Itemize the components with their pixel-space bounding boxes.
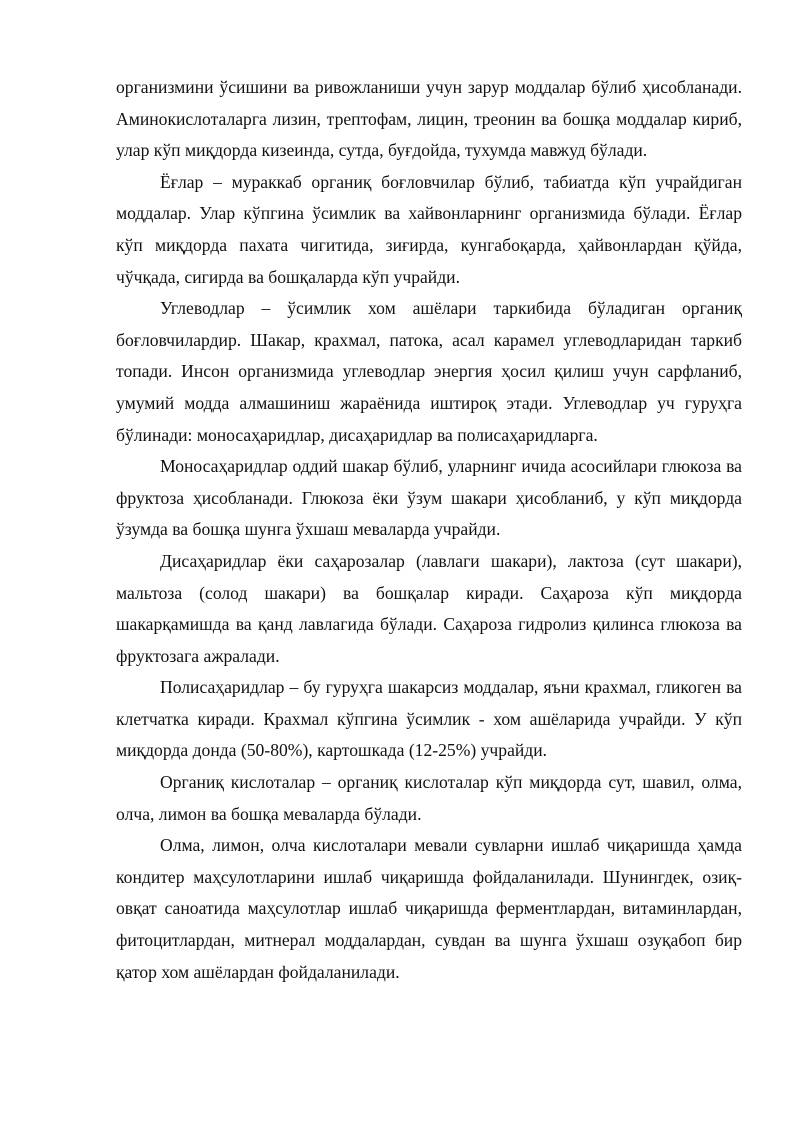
paragraph-disaccharides: Дисаҳаридлар ёки саҳарозалар (лавлаги шакари), лактоза (сут шакари), мальтоза (солод шакари) ва бошқалар киради. Саҳароза кўп миқдорда шакарқамишда ва қанд лавлагида бўлади. Саҳароза гидролиз қилинса глюкоза ва фруктозага ажралади.	[116, 550, 742, 666]
paragraph-amino-acids-continued: организмини ўсишини ва ривожланиши учун зарур моддалар бўлиб ҳисобланади. Аминокислоталарга лизин, трептофам, лицин, треонин ва бошқа моддалар кириб, улар кўп миқдорда кизеинда, сутда, буғдойда, тухумда мавжуд бўлади.	[116, 77, 742, 161]
document-page	[116, 72, 742, 988]
paragraph-fats: Ёғлар – мураккаб органиқ боғловчилар бўлиб, табиатда кўп учрайдиган моддалар. Улар кўпгина ўсимлик ва хайвонларнинг организмида бўлади. Ёғлар кўп миқдорда пахата чигитида, зиғирда, кунгабоқарда, ҳайвонлардан қўйда, чўчқада, сигирда ва бошқаларда кўп учрайди.	[116, 171, 742, 287]
paragraph-monosaccharides: Моносаҳаридлар оддий шакар бўлиб, уларнинг ичида асосийлари глюкоза ва фруктоза ҳисобланади. Глюкоза ёки ўзум шакари ҳисобланиб, у кўп миқдорда ўзумда ва бошқа шунга ўхшаш меваларда учрайди.	[116, 456, 742, 540]
paragraph-polysaccharides: Полисаҳаридлар – бу гуруҳга шакарсиз моддалар, яъни крахмал, гликоген ва клетчатка киради. Крахмал кўпгина ўсимлик - хом ашёларида учрайди. У кўп миқдорда донда (50-80%), картошкада (12-25%) учрайди.	[116, 677, 742, 761]
paragraph-acid-usage: Олма, лимон, олча кислоталари мевали сувларни ишлаб чиқаришда ҳамда кондитер маҳсулотларини ишлаб чиқаришда фойдаланилади. Шунингдек, озиқ-овқат саноатида маҳсулотлар ишлаб чиқаришда ферментлардан, витаминлардан, фитоцитлардан, митнерал моддалардан, сувдан ва шунга ўхшаш озуқабоп бир қатор хом ашёлардан фойдаланилади.	[116, 835, 742, 982]
paragraph-carbohydrates: Углеводлар – ўсимлик хом ашёлари таркибида бўладиган органиқ боғловчилардир. Шакар, крахмал, патока, асал карамел углеводларидан таркиб топади. Инсон организмида углеводлар энергия ҳосил қилиш учун сарфланиб, умумий модда алмашиниш жараёнида иштироқ этади. Углеводлар уч гуруҳга бўлинади: моносаҳаридлар, дисаҳаридлар ва полисаҳаридларга.	[116, 298, 742, 445]
paragraph-organic-acids: Органиқ кислоталар – органиқ кислоталар кўп миқдорда сут, шавил, олма, олча, лимон ва бошқа меваларда бўлади.	[116, 772, 742, 824]
